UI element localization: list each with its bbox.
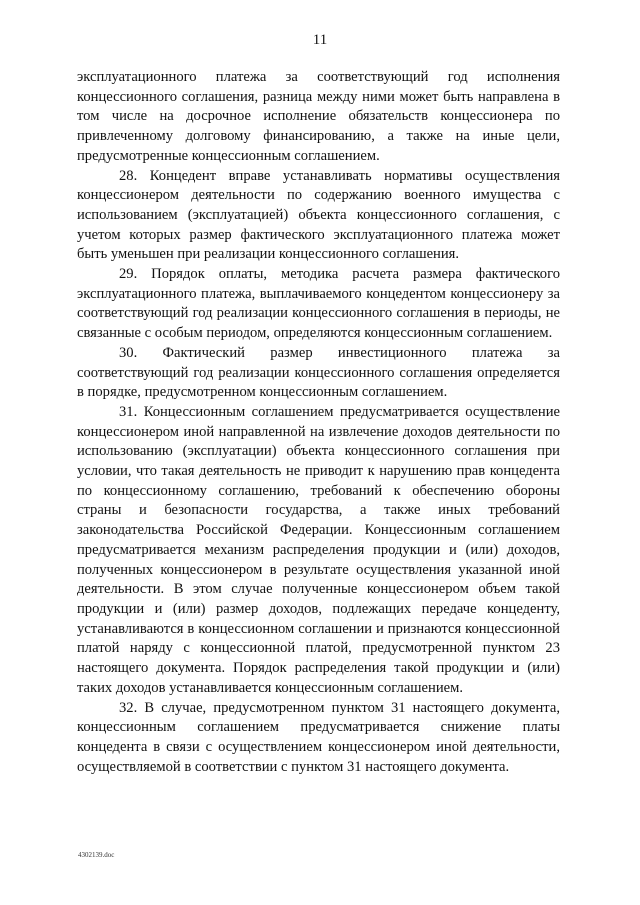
- document-body: [77, 68, 560, 777]
- page-number: 11: [312, 32, 328, 48]
- paragraph-31: 31. Концессионным соглашением предусматривается осуществление концессионером иной направленной на извлечение доходов деятельности по использованию (эксплуатации) объекта концессионного соглашения при условии, что такая деятельность не приводит к нарушению прав концедента по концессионному соглашению, требований к обеспечению обороны страны и безопасности государства, а также иных требований законодательства Российской Федерации. Концессионным соглашением предусматривается механизм распределения продукции и (или) доходов, полученных концессионером в результате осуществления указанной иной деятельности. В этом случае полученные концессионером объем такой продукции и (или) размер доходов, подлежащих передаче концеденту, устанавливаются в концессионном соглашении и признаются концессионной платой наряду с концессионной платой, предусмотренной пунктом 23 настоящего документа. Порядок распределения такой продукции и (или) таких доходов устанавливается концессионным соглашением.: [77, 403, 560, 696]
- paragraph-continuation: эксплуатационного платежа за соответствующий год исполнения концессионного соглашения, разница между ними может быть направлена в том числе на досрочное исполнение обязательств концессионера по привлеченному долговому финансированию, а также на иные цели, предусмотренные концессионным соглашением.: [77, 69, 560, 164]
- paragraph-32: 32. В случае, предусмотренном пунктом 31 настоящего документа, концессионным соглашением предусматривается снижение платы концедента в связи с осуществлением концессионером иной деятельности, осуществляемой в соответствии с пунктом 31 настоящего документа.: [77, 699, 560, 775]
- document-file-code: 4302139.doc: [78, 851, 115, 859]
- paragraph-28: 28. Концедент вправе устанавливать нормативы осуществления концессионером деятельности по содержанию военного имущества с использованием (эксплуатацией) объекта концессионного соглашения, с учетом которых размер фактического эксплуатационного платежа может быть уменьшен при реализации концессионного соглашения.: [77, 167, 560, 263]
- paragraph-29: 29. Порядок оплаты, методика расчета размера фактического эксплуатационного платежа, выплачиваемого концедентом концессионеру за соответствующий год реализации концессионного соглашения в периоды, не связанные с особым периодом, определяются концессионным соглашением.: [77, 266, 560, 342]
- paragraph-30: 30. Фактический размер инвестиционного платежа за соответствующий год реализации концессионного соглашения определяется в порядке, предусмотренном концессионным соглашением.: [77, 344, 560, 401]
